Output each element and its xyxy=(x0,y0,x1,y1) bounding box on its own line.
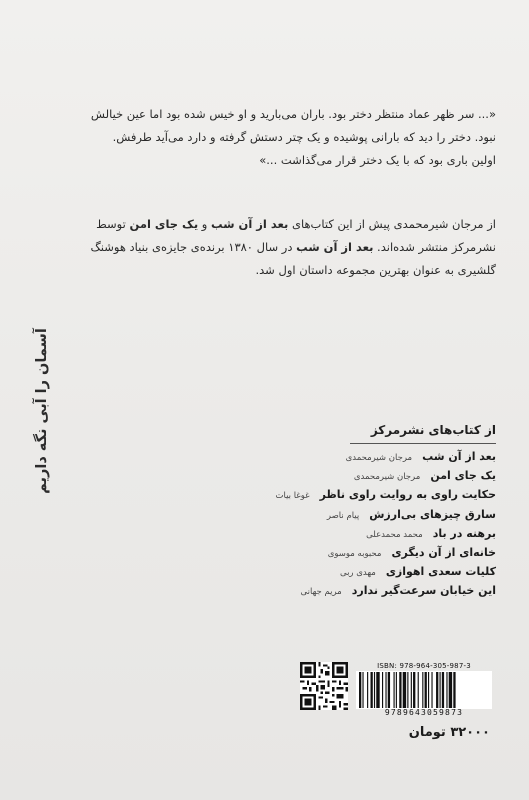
note-text: توسط xyxy=(96,217,130,231)
author-note-line xyxy=(60,213,496,236)
note-text: در سال ۱۳۸۰ برنده‌ی جایزه‌ی بنیاد هوشنگ xyxy=(90,240,297,254)
barcode-digits: 9789643059873 xyxy=(384,708,464,717)
book-list-author: مرجان شیرمحمدی xyxy=(353,472,421,483)
barcode-bar xyxy=(371,672,373,708)
barcode-icon xyxy=(356,671,492,709)
barcode-bar xyxy=(413,672,415,708)
book-title-bold: یک جای امن xyxy=(129,217,199,231)
barcode-bar xyxy=(446,672,447,708)
barcode-bar xyxy=(374,672,375,708)
book-list-title-text: این خیابان سرعت‌گیر ندارد xyxy=(351,584,496,598)
book-list-items xyxy=(220,450,496,604)
note-text: از مرجان شیرمحمدی پیش از این کتاب‌های xyxy=(288,217,496,231)
quote-line: «... سر ظهر عماد منتظر دختر بود. باران می‌بارید و او خیس شده بود اما عین خیالش xyxy=(90,107,496,121)
book-list-author: محمد محمدعلی xyxy=(366,529,423,540)
book-title-bold: بعد از آن شب xyxy=(296,240,374,254)
barcode-bar xyxy=(407,672,408,708)
price-label: ۳۲۰۰۰ تومان xyxy=(408,725,490,740)
book-list-author: محبوبه موسوی xyxy=(327,548,382,559)
barcode-bar xyxy=(403,672,406,708)
book-list-item xyxy=(220,469,496,488)
book-list-author: مریم جهانی xyxy=(300,587,342,598)
book-list-title-text: یک جای امن xyxy=(430,469,496,483)
barcode-block xyxy=(300,662,492,720)
barcode-bar xyxy=(422,672,423,708)
book-title-bold: بعد از آن شب xyxy=(211,217,289,231)
barcode-bar xyxy=(436,672,438,708)
publisher-book-list xyxy=(220,423,496,604)
book-list-title-text: حکایت راوی به روایت راوی ناظر xyxy=(319,488,496,502)
barcode-bar xyxy=(440,672,441,708)
book-list-author: مهدی ربی xyxy=(339,568,376,579)
vertical-title xyxy=(22,326,62,496)
barcode-bar xyxy=(418,672,419,708)
book-list-item xyxy=(220,450,496,469)
note-text: و xyxy=(198,217,212,231)
note-text: نشرمرکز منتشر شده‌اند. xyxy=(373,240,496,254)
book-list-author: مرجان شیرمحمدی xyxy=(345,453,413,463)
book-list-item xyxy=(220,565,496,584)
book-list-item xyxy=(220,527,496,546)
book-list-item xyxy=(220,488,496,507)
quote-line: نبود. دختر را دید که بارانی پوشیده و یک چتر دستش گرفته و دارد می‌آید طرفش. xyxy=(112,130,496,144)
book-list-item xyxy=(220,508,496,527)
barcode-bar xyxy=(425,672,427,708)
barcode-bar xyxy=(376,672,379,708)
book-list-item xyxy=(220,546,496,565)
barcode-bar xyxy=(362,672,363,708)
barcode-bar xyxy=(431,672,432,708)
barcode-bar xyxy=(411,672,412,708)
barcode-bar xyxy=(442,672,444,708)
barcode-bar xyxy=(359,672,361,708)
barcode-bar xyxy=(449,672,452,708)
book-list-title: از کتاب‌های نشرمرکز xyxy=(350,423,496,444)
barcode-bar xyxy=(382,672,383,708)
barcode-bar xyxy=(367,672,368,708)
book-list-author: غوغا بیات xyxy=(275,491,310,502)
barcode-bar xyxy=(385,672,386,708)
isbn-text: ISBN: 978-964-305-987-3 xyxy=(377,662,471,670)
book-list-item xyxy=(220,584,496,603)
barcode-bar xyxy=(428,672,429,708)
book-list-title-text: کلیات سعدی اهوازی xyxy=(385,565,496,579)
barcode-bar xyxy=(394,672,395,708)
vertical-title-text: آسمان را آبی نگه داریم xyxy=(34,328,50,494)
author-note xyxy=(60,213,496,282)
barcode-bar xyxy=(396,672,397,708)
barcode-bar xyxy=(399,672,401,708)
book-list-title-text: برهنه در باد xyxy=(432,526,496,540)
excerpt-quote xyxy=(60,103,496,172)
qr-code-icon xyxy=(300,662,348,710)
barcode-bar xyxy=(388,672,390,708)
author-note-line xyxy=(60,236,496,259)
book-list-title-text: سارق چیزهای بی‌ارزش xyxy=(369,507,496,521)
book-list-author: پیام ناصر xyxy=(326,510,360,521)
book-list-title-text: بعد از آن شب xyxy=(422,450,496,463)
quote-line: اولین باری بود که با یک دختر قرار می‌گذاشت ...» xyxy=(259,153,496,167)
book-list-title-text: خانه‌ای از آن دیگری xyxy=(391,545,496,559)
barcode-bar xyxy=(453,672,455,708)
author-note-line: گلشیری به عنوان بهترین مجموعه داستان اول شد. xyxy=(255,263,496,277)
